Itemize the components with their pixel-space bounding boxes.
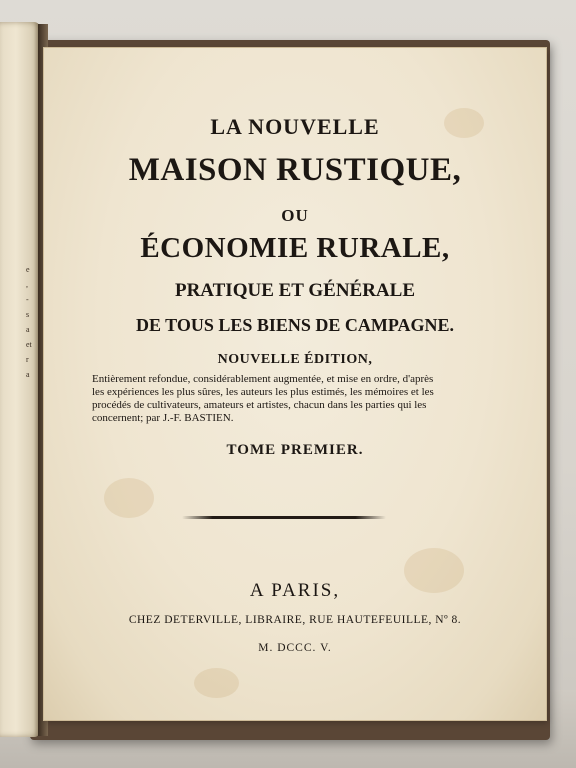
- left-page-mark: ,: [26, 280, 28, 289]
- left-page-text-fragments: [26, 262, 38, 382]
- subtitle-line-3: DE TOUS LES BIENS DE CAMPAGNE.: [135, 315, 455, 335]
- title-conjunction: OU: [281, 206, 309, 225]
- imprint-place: A PARIS,: [249, 580, 341, 601]
- left-page-mark: et: [26, 340, 32, 349]
- foxing-spot: [194, 668, 239, 698]
- edition-label: NOUVELLE ÉDITION,: [217, 352, 373, 367]
- imprint-year: M. DCCC. V.: [258, 642, 332, 654]
- description-line: les expériences les plus sûres, les auteurs les plus estimés, les mémoires et les: [92, 386, 434, 398]
- left-page-mark: a: [26, 325, 30, 334]
- description-line: Entièrement refondue, considérablement augmentée, et mise en ordre, d'après: [92, 373, 434, 385]
- left-page-mark: s: [26, 310, 30, 319]
- left-page-mark: a: [26, 370, 30, 379]
- foxing-spot: [104, 478, 154, 518]
- left-page-mark: -: [26, 295, 29, 304]
- title-line-1: LA NOUVELLE: [210, 114, 380, 139]
- volume-label: TOME PREMIER.: [226, 442, 364, 458]
- left-page-mark: r: [26, 355, 29, 364]
- main-title: MAISON RUSTIQUE,: [128, 152, 462, 188]
- description-line: procédés de cultivateurs, amateurs et artistes, chacun dans les parties qui les: [92, 399, 427, 411]
- decorative-rule: [182, 516, 386, 519]
- subtitle: ÉCONOMIE RURALE,: [140, 232, 450, 264]
- left-page: [0, 22, 40, 737]
- left-page-mark: e: [26, 265, 30, 274]
- description-line: concernent; par J.-F. BASTIEN.: [92, 412, 234, 424]
- edition-description: [92, 373, 500, 425]
- subtitle-line-2: PRATIQUE ET GÉNÉRALE: [174, 280, 415, 301]
- imprint-publisher: CHEZ DETERVILLE, LIBRAIRE, RUE HAUTEFEUILLE, Nº 8.: [128, 614, 462, 626]
- title-page: [44, 48, 546, 720]
